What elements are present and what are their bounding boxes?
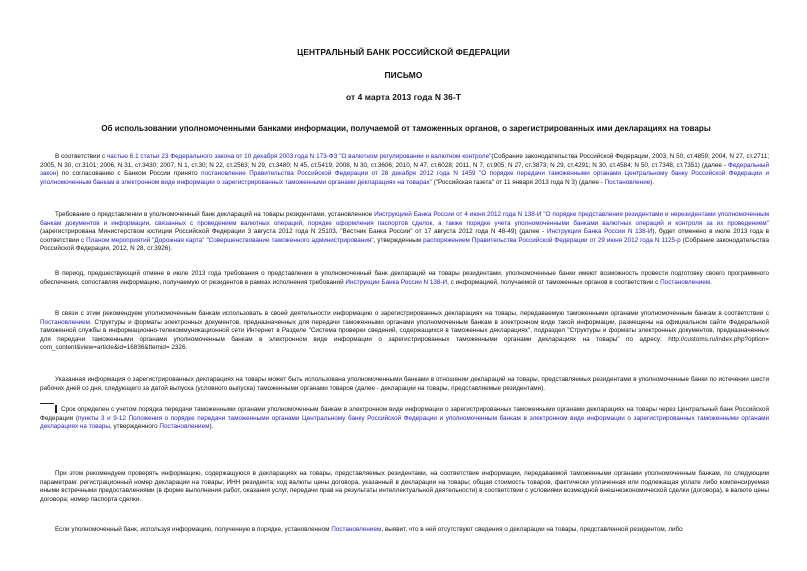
text-run: Указанная информация о зарегистрированных декларациях на товары может быть использована уполномоченными банками в отношении деклараций на товары, представляемых резидентами в уполномоченные банки по истечении шести рабочих дней со дня, следующего за датой выпуска (условного выпуска) таможенными органами товаров (далее - декларации на товары, представляемые резидентами). <box>40 376 769 392</box>
federal-law-link[interactable]: Федеральный закон <box>40 161 769 178</box>
paragraph-7 <box>40 526 769 535</box>
paragraph-2 <box>40 211 769 254</box>
text-run: , выявит, что в ней отсутствуют сведения о декларации на товары, представленной резидентом, либо <box>381 526 683 533</box>
document-subject: Об использовании уполномоченными банками информации, получаемой от таможенных органов, о зарегистрированных ими декларациях на товары <box>101 124 711 133</box>
document-type: ПИСЬМО <box>384 70 423 80</box>
issuer-title: ЦЕНТРАЛЬНЫЙ БАНК РОССИЙСКОЙ ФЕДЕРАЦИИ <box>297 47 510 57</box>
instruction-138-i-link[interactable]: Инструкции Банка России N 138-И <box>345 278 448 286</box>
text-run: В период, предшествующий отмене в июле 2013 года требования о представлении в уполномоченный банк деклараций на товары резидентами, уполномоченные банки имеют возможность провести подготовку своего программного обеспечения, сопоставляя информацию, получаемую от резидентов в рамках исполнения требований <box>40 270 769 286</box>
regulation-points-link[interactable]: пункты 3 и 9-12 Положения о порядке передачи таможенными органами Центральному банку Российской Федерации и уполномоченным банкам в электронном виде информации о зарегистрированных таможенными органами декларациях на товары <box>40 414 770 431</box>
resolution-link[interactable]: Постановлением <box>660 278 711 286</box>
document-date-number: от 4 марта 2013 года N 36-Т <box>345 92 462 102</box>
text-run: . <box>710 278 712 286</box>
text-run: (зарегистрирована Министерством юстиции Российской Федерации 3 августа 2012 года N 25103, "Вестник Банка России" от 17 августа 2012 года N 48-49) (далее - <box>40 228 547 236</box>
paragraph-4 <box>40 310 769 353</box>
paragraph-1 <box>40 153 769 187</box>
resolution-link[interactable]: Постановлением <box>159 423 210 431</box>
text-run: В связи с этим рекомендуем уполномоченным банкам использовать в своей деятельности информацию о зарегистрированных декларациях на товары, передаваемую таможенными органами уполномоченным банкам в соответствии с <box>55 310 769 317</box>
text-run: (Собрание законодательства Российской Федерации, 2003, N 50, ст.4859; 2004, N 27, ст.2711; 2005, N 30, ст.3101; 2006, N 31, ст.3430; 2007, N 1, ст.30; N 22, ст.2563; N 29, ст.3480; N 45, ст.5419; 2008, N 30, ст.3606; 2010, N 47, ст.6028; 2011, N 7, ст.905; N 27, ст.3873; N 29, ст.4291; N 30, ст.4584; N 50, ст.7348, ст.7351) (далее - <box>40 153 769 169</box>
paragraph-5 <box>40 376 769 393</box>
instruction-138-i-short-link[interactable]: Инструкция Банка России N 138-И <box>546 228 653 236</box>
text-run: Требование о представлении в уполномоченный банк деклараций на товары резидентами, установленное <box>55 211 375 218</box>
resolution-link[interactable]: Постановлением <box>331 526 382 533</box>
instruction-138-i-link[interactable]: Инструкцией Банка России от 4 июня 2012 года N 138-И "О порядке представления резидентами и нерезидентами уполномоченным банкам документов и информации, связанных с проведением валютных операций, порядке оформления паспортов сделок, а также порядке учета уполномоченными банками валютных операций и контроля за их проведением" <box>40 211 770 227</box>
roadmap-plan-link[interactable]: Планом мероприятий "Дорожная карта" "Совершенствование таможенного администрирования" <box>86 236 374 244</box>
text-run: ("Российская газета" от 11 января 2013 года N 3) (далее - <box>431 178 605 186</box>
resolution-link[interactable]: Постановление <box>604 178 651 186</box>
footnote <box>40 406 769 432</box>
text-run: , утвержденным <box>373 236 424 244</box>
paragraph-6 <box>40 470 769 504</box>
text-run: . Структуры и форматы электронных документов, предназначенных для передачи таможенными органами уполномоченным банкам в электронном виде такой информации, размещены на официальном сайте Федеральной таможенной службы в информационно-телекоммуникационной сети Интернет в Разделе "Система проверки сведений, содержащихся в таможенных декларациях", подраздел "Структуры и форматы электронных документов, предназначенных для передачи таможенными органами уполномоченным банкам в электронном виде информации о зарегистрированных таможенными органами декларациях на товары" по адресу: http://customs.ru/index.php?option= com_content&view=article&id=16836&Itemid= 2326. <box>40 318 769 352</box>
text-run: , утвержденного <box>109 423 160 431</box>
paragraph-3 <box>40 270 769 287</box>
law-173-fz-link[interactable]: частью 6.1 статьи 23 Федерального закона от 10 декабря 2003 года N 173-ФЗ "О валютном регулировании и валютном контроле" <box>106 153 492 160</box>
text-run: ) по согласованию с Банком России принято <box>56 170 202 178</box>
text-run: (Собрание законодательства Российской Федерации, 2012, N 28, ст.3926). <box>40 236 769 253</box>
text-run: В соответствии с <box>55 153 107 160</box>
resolution-1459-link[interactable]: постановление Правительства Российской Федерации от 28 декабря 2012 года N 1459 "О порядке передачи таможенными органами Центральному банку Российской Федерации и уполномоченным банкам в электронном виде информации о зарегистрированных таможенными органами декларациях на товарах" <box>40 170 769 186</box>
order-1125-r-link[interactable]: распоряжением Правительства Российской Федерации от 29 июня 2012 года N 1125-р <box>423 236 681 244</box>
text-run: ), будет отменено в июле 2013 года в соответствии с <box>40 228 770 244</box>
text-run: ). <box>650 178 655 186</box>
text-run: Если уполномоченный банк, используя информацию, полученную в порядке, установленном <box>55 526 332 533</box>
text-run: , с информацией, получаемой от таможенных органов в соответствии с <box>447 278 661 286</box>
text-run: При этом рекомендуем проверять информацию, содержащуюся в декларациях на товары, представляемых резидентами, на соответствие информации, передаваемой таможенными органами уполномоченным банкам, по следующим параметрам: регистрационный номер декларации на товары; ИНН резидента; код валюты цены договора, указанный в декларации на товары; общая стоимость товаров, фактически уплаченная или подлежащая уплате либо компенсируемая иными встречными предоставлениями (в форме выполнения работ, оказания услуг, передачи прав на результаты интеллектуальной деятельности) в соответствии с условиями возмездной внешнеэкономической сделки (договора), в валюте цены договора; номер паспорта сделки. <box>40 470 769 503</box>
footnote-rule <box>40 403 54 404</box>
text-run: ). <box>209 423 214 431</box>
resolution-link[interactable]: Постановлением <box>40 318 91 326</box>
text-run: Срок определен с учетом порядка передачи таможенными органами уполномоченным банкам в электронном виде информации о зарегистрированных таможенными органами декларациях на товары через Центральный банк Российской Федерации ( <box>40 406 769 422</box>
